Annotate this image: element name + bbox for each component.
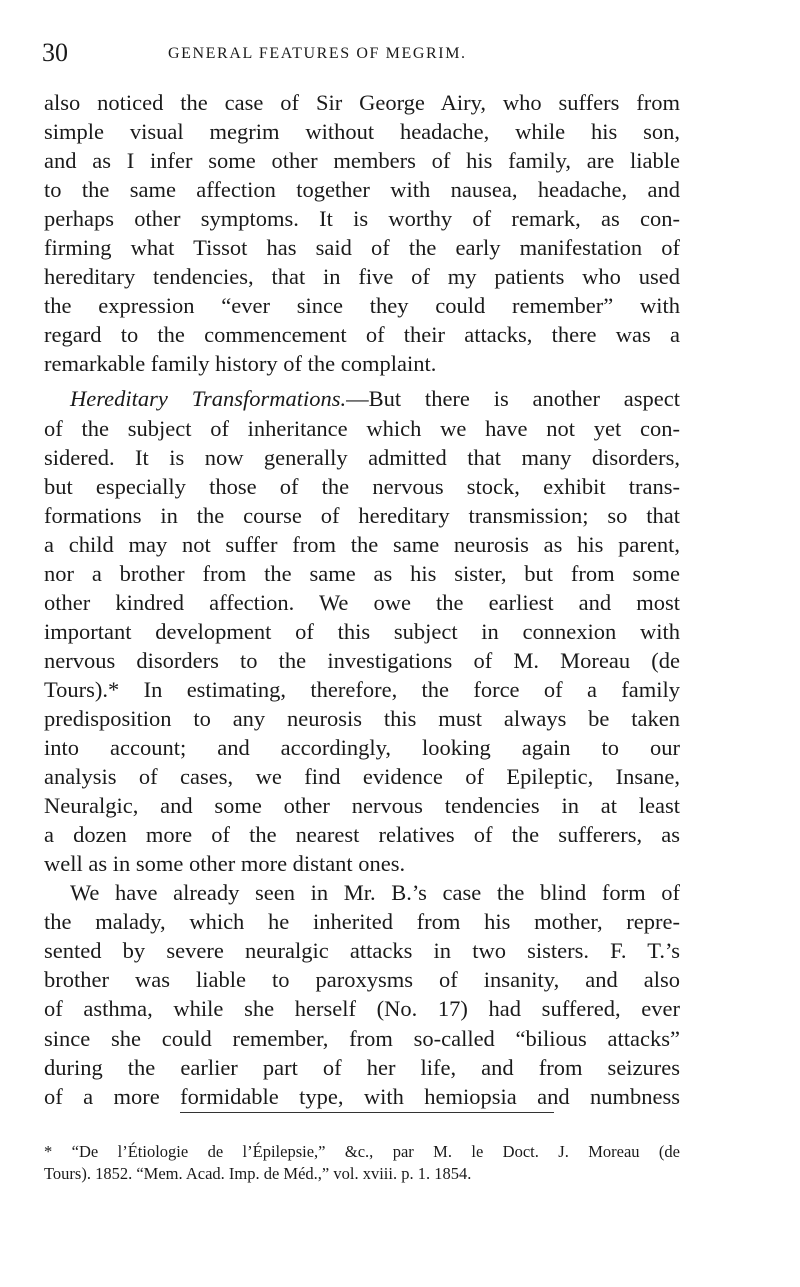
text-line: also noticed the case of Sir George Airy, who suffers from [44, 90, 680, 115]
text-line: predisposition to any neurosis this must always be taken [44, 705, 680, 731]
footnote [44, 1141, 680, 1185]
text-line: a child may not suffer from the same neurosis as his parent, [44, 531, 680, 557]
text-line: a dozen more of the nearest relatives of the sufferers, as [44, 822, 680, 848]
text-line: regard to the commencement of their attacks, there was a [44, 322, 680, 348]
text-line: the expression “ever since they could remember” with [44, 293, 680, 319]
text-line-rest: —But there is another aspect [346, 386, 681, 412]
text-line: of the subject of inheritance which we have not yet con- [44, 415, 680, 441]
text-line: firming what Tissot has said of the early manifestation of [44, 235, 680, 261]
text-line: brother was liable to paroxysms of insanity, and also [44, 967, 680, 993]
text-line: but especially those of the nervous stock, exhibit trans- [44, 473, 680, 499]
footnote-line: * “De l’Étiologie de l’Épilepsie,” &c., par M. le Doct. J. Moreau (de [44, 1142, 680, 1161]
text-line: Tours).* In estimating, therefore, the force of a family [44, 676, 680, 702]
text-line: during the earlier part of her life, and from seizures [44, 1054, 680, 1080]
text-line: into account; and accordingly, looking again to our [44, 735, 680, 761]
text-line: sidered. It is now generally admitted that many disorders, [44, 444, 680, 470]
text-line: nor a brother from the same as his sister, but from some [44, 560, 680, 586]
text-line: the malady, which he inherited from his mother, repre- [44, 909, 680, 935]
text-line: nervous disorders to the investigations of M. Moreau (de [44, 647, 680, 673]
body-text [44, 88, 680, 1111]
paragraph-opening-line [44, 384, 680, 413]
text-line: important development of this subject in connexion with [44, 618, 680, 644]
text-line: of a more formidable type, with hemiopsia and numbness [44, 1083, 680, 1109]
text-line: since she could remember, from so-called “bilious attacks” [44, 1025, 680, 1051]
running-head [42, 36, 682, 76]
text-line: perhaps other symptoms. It is worthy of remark, as con- [44, 206, 680, 232]
text-line: and as I infer some other members of his family, are liable [44, 148, 680, 174]
text-line: remarkable family history of the complaint. [44, 351, 437, 377]
text-line: formations in the course of hereditary transmission; so that [44, 502, 680, 528]
text-line: simple visual megrim without headache, while his son, [44, 119, 680, 145]
footnote-line: Tours). 1852. “Mem. Acad. Imp. de Méd.,” vol. xviii. p. 1. 1854. [44, 1164, 472, 1183]
text-line: Neuralgic, and some other nervous tendencies in at least [44, 793, 680, 819]
footnote-divider [180, 1112, 554, 1113]
text-line: to the same affection together with nausea, headache, and [44, 177, 680, 203]
text-line: sented by severe neuralgic attacks in two sisters. F. T.’s [44, 938, 680, 964]
page-number: 30 [42, 38, 68, 67]
text-line: of asthma, while she herself (No. 17) had suffered, ever [44, 996, 680, 1022]
text-line: analysis of cases, we find evidence of Epileptic, Insane, [44, 764, 680, 790]
text-line: other kindred affection. We owe the earliest and most [44, 589, 680, 615]
running-title: GENERAL FEATURES OF MEGRIM. [168, 45, 467, 62]
section-heading: Hereditary Transformations. [70, 386, 347, 412]
text-line: We have already seen in Mr. B.’s case the blind form of [70, 880, 680, 906]
text-line: well as in some other more distant ones. [44, 851, 406, 877]
text-line: hereditary tendencies, that in five of my patients who used [44, 264, 680, 290]
